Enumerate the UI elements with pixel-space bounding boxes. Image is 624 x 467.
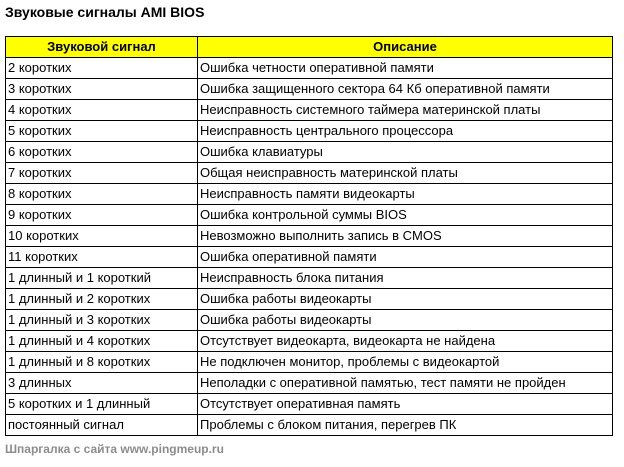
column-header-signal: Звуковой сигнал xyxy=(6,37,198,58)
beep-description-cell: Ошибка клавиатуры xyxy=(198,142,613,163)
beep-description-cell: Ошибка контрольной суммы BIOS xyxy=(198,205,613,226)
beep-description-cell: Ошибка защищенного сектора 64 Кб оперативной памяти xyxy=(198,79,613,100)
beep-signal-cell: 4 коротких xyxy=(6,100,198,121)
table-row xyxy=(6,205,613,226)
beep-signal-cell: 10 коротких xyxy=(6,226,198,247)
table-row xyxy=(6,163,613,184)
table-row xyxy=(6,79,613,100)
table-row xyxy=(6,226,613,247)
beep-description-cell: Неисправность центрального процессора xyxy=(198,121,613,142)
table-row xyxy=(6,373,613,394)
beep-description-cell: Неисправность системного таймера материнской платы xyxy=(198,100,613,121)
beep-signal-cell: 11 коротких xyxy=(6,247,198,268)
beep-signal-cell: 1 длинный и 2 коротких xyxy=(6,289,198,310)
beep-description-cell: Невозможно выполнить запись в CMOS xyxy=(198,226,613,247)
table-row xyxy=(6,289,613,310)
beep-description-cell: Неисправность памяти видеокарты xyxy=(198,184,613,205)
table-row xyxy=(6,310,613,331)
beep-signal-cell: 7 коротких xyxy=(6,163,198,184)
beep-signal-cell: 3 коротких xyxy=(6,79,198,100)
table-row xyxy=(6,142,613,163)
table-header-row xyxy=(6,37,613,58)
beep-description-cell: Проблемы с блоком питания, перегрев ПК xyxy=(198,415,613,436)
table-row xyxy=(6,394,613,415)
page-title: Звуковые сигналы AMI BIOS xyxy=(5,4,205,20)
beep-signal-cell: 1 длинный и 4 коротких xyxy=(6,331,198,352)
beep-description-cell: Не подключен монитор, проблемы с видеокартой xyxy=(198,352,613,373)
beep-description-cell: Отсутствует видеокарта, видеокарта не найдена xyxy=(198,331,613,352)
beep-signal-cell: 8 коротких xyxy=(6,184,198,205)
table-row xyxy=(6,247,613,268)
beep-signal-cell: 6 коротких xyxy=(6,142,198,163)
table-row xyxy=(6,100,613,121)
beep-description-cell: Ошибка работы видеокарты xyxy=(198,289,613,310)
beep-signal-cell: 1 длинный и 1 короткий xyxy=(6,268,198,289)
table-row xyxy=(6,415,613,436)
beep-description-cell: Ошибка оперативной памяти xyxy=(198,247,613,268)
beep-description-cell: Неисправность блока питания xyxy=(198,268,613,289)
table-row xyxy=(6,331,613,352)
table-row xyxy=(6,268,613,289)
column-header-description: Описание xyxy=(198,37,613,58)
beep-signal-cell: 1 длинный и 3 коротких xyxy=(6,310,198,331)
beep-description-cell: Неполадки с оперативной памятью, тест памяти не пройден xyxy=(198,373,613,394)
beep-signal-cell: постоянный сигнал xyxy=(6,415,198,436)
table-body xyxy=(6,58,613,436)
beep-signal-cell: 2 коротких xyxy=(6,58,198,79)
beep-codes-table xyxy=(5,36,613,436)
beep-signal-cell: 5 коротких и 1 длинный xyxy=(6,394,198,415)
table-row xyxy=(6,121,613,142)
beep-signal-cell: 3 длинных xyxy=(6,373,198,394)
table-row xyxy=(6,58,613,79)
beep-signal-cell: 9 коротких xyxy=(6,205,198,226)
beep-signal-cell: 1 длинный и 8 коротких xyxy=(6,352,198,373)
table-row xyxy=(6,184,613,205)
beep-description-cell: Отсутствует оперативная память xyxy=(198,394,613,415)
beep-signal-cell: 5 коротких xyxy=(6,121,198,142)
beep-description-cell: Общая неисправность материнской платы xyxy=(198,163,613,184)
beep-description-cell: Ошибка четности оперативной памяти xyxy=(198,58,613,79)
footer-credit: Шпаргалка с сайта www.pingmeup.ru xyxy=(5,442,224,456)
beep-description-cell: Ошибка работы видеокарты xyxy=(198,310,613,331)
table-row xyxy=(6,352,613,373)
